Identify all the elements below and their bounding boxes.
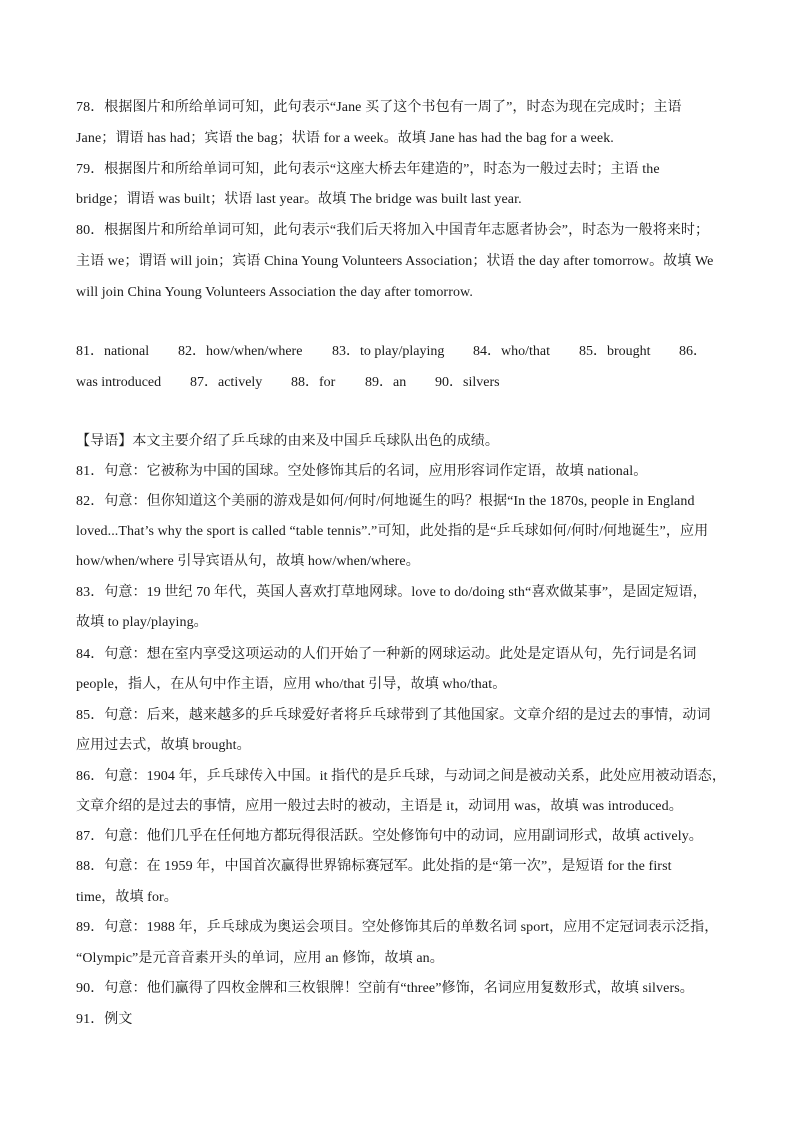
explanation-88-line-2: time，故填 for。 (76, 890, 178, 905)
explanation-89-line-1: 89．句意：1988 年，乒乓球成为奥运会项目。空处修饰其后的单数名词 sport，应用不定冠词表示泛指， (76, 920, 719, 935)
explanation-90: 90．句意：他们赢得了四枚金牌和三枚银牌！空前有“three”修饰，名词应用复数形式，故填 silvers。 (76, 981, 694, 996)
explanation-89-line-2: “Olympic”是元音音素开头的单词，应用 an 修饰，故填 an。 (76, 951, 444, 966)
explanation-80-line-2: 主语 we；谓语 will join；宾语 China Young Volunteers Association；状语 the day after tomorrow。故填 We (76, 254, 714, 269)
answer-88: 88．for (291, 375, 336, 390)
explanation-79-line-2: bridge；谓语 was built；状语 last year。故填 The bridge was built last year. (76, 192, 522, 207)
explanation-82-line-1: 82．句意：但你知道这个美丽的游戏是如何/何时/何地诞生的吗？根据“In the 1870s, people in England (76, 494, 695, 509)
answer-key-row-1 (76, 342, 726, 362)
explanation-88-line-1: 88．句意：在 1959 年，中国首次赢得世界锦标赛冠军。此处指的是“第一次”，是短语 for the first (76, 859, 672, 874)
explanation-85-line-2: 应用过去式，故填 brought。 (76, 738, 251, 753)
explanation-78-line-1: 78．根据图片和所给单词可知，此句表示“Jane 买了这个书包有一周了”，时态为现在完成时；主语 (76, 100, 682, 115)
answer-85: 85．brought (579, 344, 651, 359)
answer-87: 87．actively (190, 375, 263, 390)
explanation-82-line-2: loved...That’s why the sport is called “table tennis”.”可知，此处指的是“乒乓球如何/何时/何地诞生”，应用 (76, 524, 709, 539)
explanation-83-line-2: 故填 to play/playing。 (76, 615, 208, 630)
answer-81: 81．national (76, 344, 150, 359)
answer-86-number: 86． (679, 344, 707, 359)
explanation-81: 81．句意：它被称为中国的国球。空处修饰其后的名词，应用形容词作定语，故填 national。 (76, 464, 648, 479)
explanation-84-line-1: 84．句意：想在室内享受这项运动的人们开始了一种新的网球运动。此处是定语从句，先行词是名词 (76, 647, 697, 662)
explanation-85-line-1: 85．句意：后来，越来越多的乒乓球爱好者将乒乓球带到了其他国家。文章介绍的是过去的事情，动词 (76, 708, 711, 723)
answer-84: 84．who/that (473, 344, 550, 359)
answer-83: 83．to play/playing (332, 344, 445, 359)
answer-86: was introduced (76, 375, 162, 390)
explanation-79-line-1: 79．根据图片和所给单词可知，此句表示“这座大桥去年建造的”，时态为一般过去时；主语 the (76, 162, 660, 177)
sample-essay-heading: 91．例文 (76, 1012, 133, 1027)
explanation-80-line-3: will join China Young Volunteers Association the day after tomorrow. (76, 285, 473, 300)
answer-90: 90．silvers (435, 375, 500, 390)
explanation-86-line-1: 86．句意：1904 年，乒乓球传入中国。it 指代的是乒乓球，与动词之间是被动关系，此处应用被动语态， (76, 769, 726, 784)
explanation-86-line-2: 文章介绍的是过去的事情，应用一般过去时的被动，主语是 it，动词用 was，故填 was introduced。 (76, 799, 683, 814)
answer-key-row-2 (76, 373, 726, 393)
explanation-84-line-2: people，指人，在从句中作主语，应用 who/that 引导，故填 who/that。 (76, 677, 507, 692)
explanation-78-line-2: Jane；谓语 has had；宾语 the bag；状语 for a week。故填 Jane has had the bag for a week. (76, 131, 614, 146)
intro-summary: 【导语】本文主要介绍了乒乓球的由来及中国乒乓球队出色的成绩。 (76, 434, 499, 449)
explanation-80-line-1: 80．根据图片和所给单词可知，此句表示“我们后天将加入中国青年志愿者协会”，时态为一般将来时； (76, 223, 710, 238)
explanation-82-line-3: how/when/where 引导宾语从句，故填 how/when/where。 (76, 554, 420, 569)
explanation-87: 87．句意：他们几乎在任何地方都玩得很活跃。空处修饰句中的动词，应用副词形式，故填 actively。 (76, 829, 703, 844)
answer-89: 89．an (365, 375, 407, 390)
explanation-83-line-1: 83．句意：19 世纪 70 年代，英国人喜欢打草地网球。love to do/doing sth“喜欢做某事”，是固定短语， (76, 585, 707, 600)
answer-82: 82．how/when/where (178, 344, 303, 359)
